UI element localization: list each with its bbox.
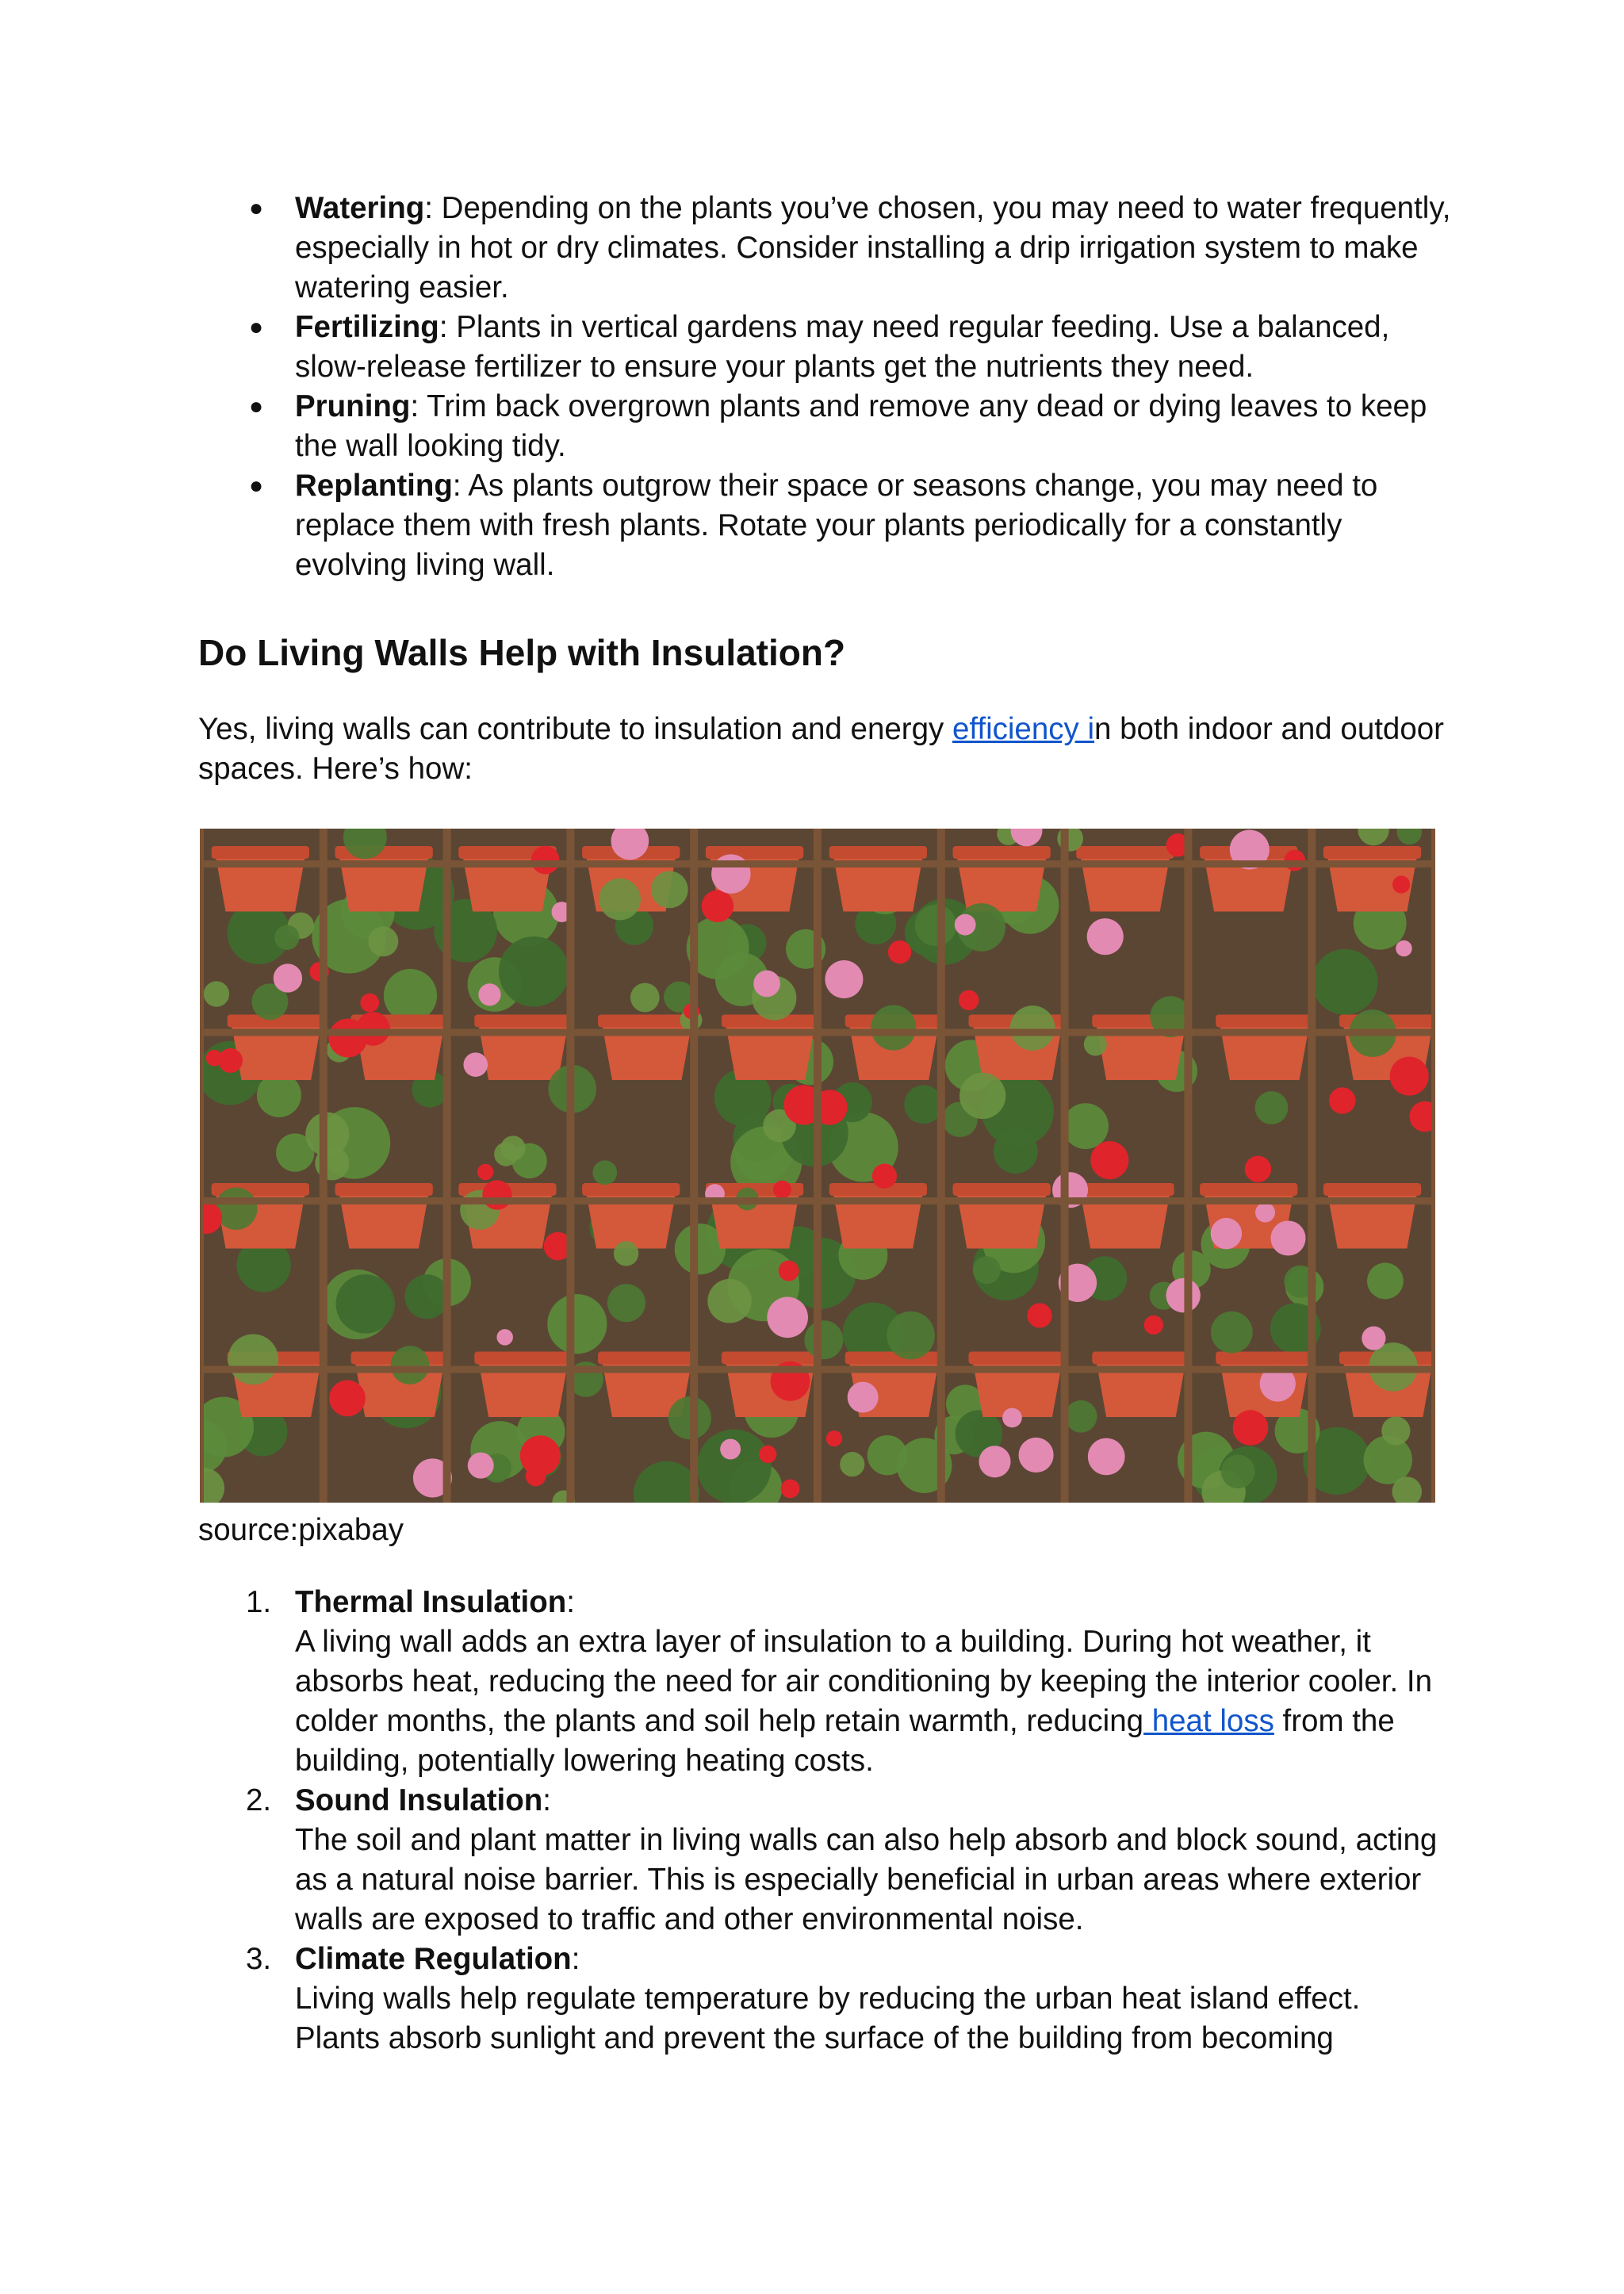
leaf xyxy=(707,1279,752,1323)
leaf xyxy=(1084,1032,1107,1055)
grid-bar-vertical xyxy=(937,829,945,1503)
flower-pot xyxy=(477,1357,569,1418)
leaf xyxy=(494,1142,518,1166)
leaf xyxy=(904,1085,943,1124)
flower-pot xyxy=(833,1188,924,1249)
section-heading: Do Living Walls Help with Insulation? xyxy=(198,632,846,673)
flower xyxy=(779,1261,799,1281)
flower xyxy=(482,1180,511,1209)
flower xyxy=(329,1381,366,1417)
flower xyxy=(753,971,780,998)
flower xyxy=(959,990,979,1011)
living-wall-photo xyxy=(200,829,1435,1503)
pot-rim xyxy=(474,1352,572,1365)
flower xyxy=(1088,1438,1125,1476)
bullet-item-fertilizing xyxy=(198,308,1451,387)
heat-loss-link[interactable]: heat loss xyxy=(1143,1704,1274,1738)
flower xyxy=(477,1164,493,1180)
bullet-dot: ● xyxy=(249,314,264,340)
flower-pot xyxy=(956,851,1047,912)
leaf xyxy=(1010,1005,1055,1051)
flower-pot xyxy=(1219,1020,1310,1081)
pot-rim xyxy=(1216,1015,1313,1028)
pot-rim xyxy=(1200,1183,1297,1196)
bullet-title: Replanting xyxy=(295,469,453,503)
efficiency-link[interactable]: efficiency i xyxy=(952,712,1095,746)
leaf xyxy=(1255,1091,1289,1124)
bullet-dot: ● xyxy=(249,393,264,419)
flower xyxy=(888,940,911,963)
flower xyxy=(1329,1087,1356,1114)
leaf xyxy=(599,879,641,921)
flower xyxy=(825,960,863,998)
flower-pot xyxy=(601,1020,692,1081)
flower xyxy=(496,1329,513,1346)
grid-bar-vertical xyxy=(1308,829,1316,1503)
flower xyxy=(1002,1408,1022,1428)
grid-bar-vertical xyxy=(443,829,451,1503)
item-body: Living walls help regulate temperature by reducing the urban heat island effect. Plants absorb sunlight and prevent the surface of the building from becoming xyxy=(295,1982,1361,2055)
flower xyxy=(979,1446,1010,1477)
leaf xyxy=(630,983,660,1013)
flower xyxy=(1362,1327,1385,1350)
flower xyxy=(702,890,734,922)
grid-bar-horizontal xyxy=(200,860,1435,867)
flower-pot xyxy=(477,1020,569,1081)
pot-rim xyxy=(722,1352,819,1365)
flower xyxy=(773,1181,791,1199)
image-caption: source:pixabay xyxy=(198,1513,404,1547)
leaf xyxy=(368,926,398,956)
flower-pot xyxy=(585,1188,676,1249)
leaf xyxy=(668,1396,711,1439)
flower xyxy=(872,1164,897,1189)
leaf xyxy=(384,969,437,1022)
leaf xyxy=(305,1113,349,1156)
grid-bar-vertical xyxy=(320,829,327,1503)
bullet-item-pruning xyxy=(198,387,1451,466)
flower xyxy=(206,1050,223,1067)
flower-pot xyxy=(338,851,429,912)
leaf xyxy=(204,981,229,1006)
pot-rim xyxy=(968,1352,1066,1365)
leaf xyxy=(1364,1435,1412,1484)
grid-bar-vertical xyxy=(200,829,204,1503)
item-body-text-after: from the building, potentially lowering heating costs. xyxy=(295,1704,1395,1778)
flower xyxy=(848,1382,879,1413)
flower-pot xyxy=(1095,1357,1186,1418)
grid-bar-horizontal xyxy=(200,1197,1435,1204)
flower xyxy=(360,994,379,1013)
leaf xyxy=(614,1241,638,1266)
flower xyxy=(781,1480,800,1499)
leaf xyxy=(274,925,299,950)
pot-rim xyxy=(582,1183,680,1196)
leaf xyxy=(592,1160,617,1185)
bullet-dot: ● xyxy=(249,473,264,499)
flower xyxy=(1390,1057,1429,1096)
grid-bar-horizontal xyxy=(200,1366,1435,1373)
list-item-sound-insulation xyxy=(198,1781,1451,1940)
item-colon: : xyxy=(571,1942,580,1976)
flower xyxy=(767,1297,808,1338)
pot-rim xyxy=(952,846,1050,859)
list-item-climate-regulation xyxy=(198,1940,1451,2058)
intro-text-before: Yes, living walls can contribute to insulation and energy xyxy=(198,712,952,746)
item-colon: : xyxy=(542,1783,551,1817)
pot-rim xyxy=(1076,846,1174,859)
leaf xyxy=(651,871,688,909)
grid-bar-horizontal xyxy=(200,1029,1435,1036)
leaf xyxy=(228,1334,278,1384)
grid-bar-vertical xyxy=(566,829,574,1503)
bullet-text: : Plants in vertical gardens may need regular feeding. Use a balanced, slow-release fertilizer to ensure your plants get the nutrients they need. xyxy=(295,310,1390,384)
pot-rim xyxy=(1323,1183,1421,1196)
flower-pot xyxy=(231,1020,322,1081)
bullet-item-replanting xyxy=(198,466,1451,585)
living-wall-illustration xyxy=(200,829,1435,1503)
bullet-dot: ● xyxy=(249,195,264,221)
flower xyxy=(1245,1156,1271,1182)
grid-bar-vertical xyxy=(690,829,698,1503)
flower xyxy=(468,1453,494,1479)
bullet-text: : Trim back overgrown plants and remove any dead or dying leaves to keep the wall looking tidy. xyxy=(295,389,1427,463)
flower-pot xyxy=(215,851,306,912)
flower xyxy=(1255,1203,1275,1223)
leaf xyxy=(1065,1400,1097,1433)
flower xyxy=(478,983,500,1005)
bullet-title: Watering xyxy=(295,191,425,225)
item-body-text: A living wall adds an extra layer of insulation to a building. During hot weather, it absorbs heat, reducing the need for air conditioning by keeping the interior cooler. In colder months, the plants and soil help retain warmth, reducing xyxy=(295,1625,1432,1738)
leaf xyxy=(1367,1263,1404,1300)
flower xyxy=(759,1446,776,1463)
leaf xyxy=(404,1274,449,1319)
grid-bar-vertical xyxy=(1431,829,1435,1503)
flower xyxy=(1087,918,1124,955)
bullet-title: Fertilizing xyxy=(295,310,439,344)
pot-rim xyxy=(952,1183,1050,1196)
item-body: The soil and plant matter in living walls can also help absorb and block sound, acting as a natural noise barrier. This is especially beneficial in urban areas where exterior walls are exposed to traffic and other environmental noise. xyxy=(295,1823,1438,1936)
flower xyxy=(356,1012,390,1046)
pot-rim xyxy=(1092,1352,1189,1365)
flower xyxy=(720,1439,741,1460)
item-colon: : xyxy=(566,1585,575,1619)
leaf xyxy=(215,1187,257,1229)
flower-pot xyxy=(1079,1188,1170,1249)
flower-pot xyxy=(1079,851,1170,912)
flower xyxy=(955,914,976,936)
leaf xyxy=(391,1346,430,1384)
flower xyxy=(463,1052,488,1077)
leaf xyxy=(1221,1455,1255,1489)
list-item-thermal-insulation xyxy=(198,1583,1451,1781)
leaf xyxy=(973,1256,1001,1284)
flower xyxy=(1211,1218,1242,1249)
intro-text-after: n both indoor and outdoor spaces. Here’s how: xyxy=(198,712,1444,786)
list-number: 2. xyxy=(246,1783,272,1817)
flower-pot xyxy=(338,1188,429,1249)
leaf xyxy=(1063,1103,1109,1149)
flower xyxy=(1396,940,1411,956)
bullet-text: : As plants outgrow their space or seasons change, you may need to replace them with fresh plants. Rotate your plants periodically for a constantly evolving living wall. xyxy=(295,469,1378,582)
item-title: Sound Insulation xyxy=(295,1783,543,1817)
grid-bar-vertical xyxy=(1061,829,1069,1503)
list-number: 3. xyxy=(246,1942,272,1976)
insulation-numbered-list xyxy=(198,1583,1451,2058)
leaf xyxy=(887,1312,935,1360)
flower xyxy=(526,1466,546,1487)
pot-rim xyxy=(1323,846,1421,859)
pot-rim xyxy=(829,846,927,859)
flower xyxy=(274,963,302,992)
leaf xyxy=(607,1284,645,1322)
flower xyxy=(1090,1141,1128,1179)
leaf xyxy=(499,936,569,1007)
flower-pot xyxy=(1327,1188,1418,1249)
flower xyxy=(1270,1220,1305,1255)
flower xyxy=(1392,875,1410,893)
flower xyxy=(826,1430,842,1446)
leaf xyxy=(336,1274,396,1334)
leaf xyxy=(840,1452,864,1476)
bullet-item-watering xyxy=(198,189,1451,308)
pot-rim xyxy=(706,846,803,859)
leaf xyxy=(959,1073,1005,1119)
pot-rim xyxy=(212,846,309,859)
pot-rim xyxy=(474,1015,572,1028)
grid-bar-vertical xyxy=(814,829,822,1503)
flower xyxy=(531,846,560,875)
grid-bar-vertical xyxy=(1184,829,1192,1503)
flower-pot xyxy=(971,1357,1063,1418)
flower xyxy=(1233,1410,1269,1446)
item-body xyxy=(295,1622,1451,1781)
leaf xyxy=(1312,949,1378,1015)
pot-rim xyxy=(598,1352,695,1365)
flower-pot xyxy=(725,1020,816,1081)
leaf xyxy=(915,905,957,947)
flower xyxy=(1166,1278,1200,1312)
pot-rim xyxy=(1216,1352,1313,1365)
flower-pot xyxy=(956,1188,1047,1249)
care-bullet-list xyxy=(198,189,1451,585)
leaf xyxy=(871,1005,916,1051)
flower xyxy=(1019,1438,1054,1473)
pot-rim xyxy=(1076,1183,1174,1196)
intro-paragraph xyxy=(198,710,1451,789)
flower-pot xyxy=(833,851,924,912)
flower xyxy=(711,854,750,893)
flower xyxy=(1144,1316,1163,1335)
bullet-title: Pruning xyxy=(295,389,411,423)
pot-rim xyxy=(845,1352,943,1365)
leaf xyxy=(804,1320,843,1359)
list-number: 1. xyxy=(246,1585,272,1619)
item-title: Thermal Insulation xyxy=(295,1585,567,1619)
leaf xyxy=(1211,1312,1253,1354)
pot-rim xyxy=(335,1183,432,1196)
item-title: Climate Regulation xyxy=(295,1942,572,1976)
bullet-text: : Depending on the plants you’ve chosen, you may need to water frequently, especially in hot or dry climates. Consider installing a drip irrigation system to make watering easier. xyxy=(295,191,1451,304)
leaf xyxy=(1381,1416,1410,1445)
leaf xyxy=(547,1294,607,1354)
flower xyxy=(1027,1303,1051,1327)
